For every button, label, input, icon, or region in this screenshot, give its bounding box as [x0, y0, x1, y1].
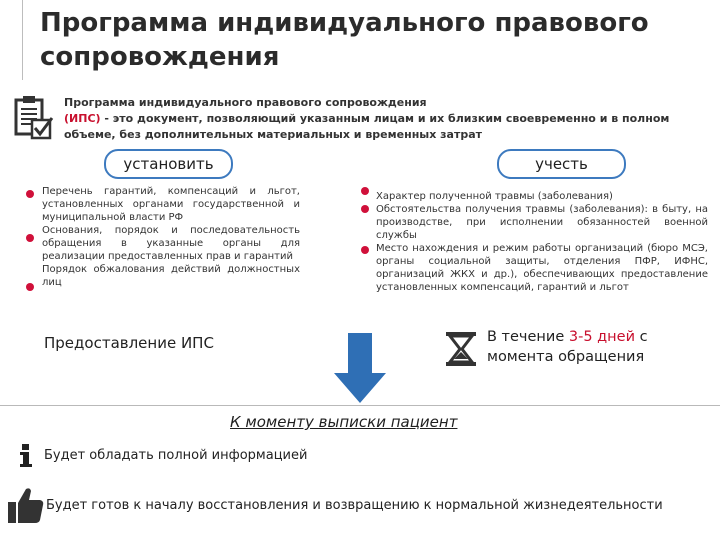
page-title: Программа индивидуального правового сопровождения	[40, 8, 649, 72]
outcome-heading: К моменту выписки пациент	[230, 413, 458, 431]
title-rule	[22, 0, 23, 80]
info-icon	[18, 444, 34, 468]
bullet-dot	[26, 234, 34, 242]
thumbs-up-icon	[6, 485, 44, 525]
left-item-list	[42, 185, 300, 289]
outcome-info-line: Будет обладать полной информацией	[44, 448, 308, 463]
timeline-text	[487, 327, 707, 367]
right-list-item: Место нахождения и режим работы организаций (бюро МСЭ, органы социальной защиты, отделения ПФР, ИФНС, организаций ЖКХ и др.), обеспечивающих предоставление установленных компенсаций, гарантий и льгот	[376, 243, 708, 293]
bullet-dot	[361, 187, 369, 195]
definition-abbr: (ИПС)	[64, 112, 101, 125]
establish-button-label: установить	[123, 155, 214, 173]
definition-rest: - это документ, позволяющий указанным лицам и их близким своевременно и в полном объеме, без дополнительных материальных и временных затрат	[64, 112, 670, 141]
bullet-dot	[26, 283, 34, 291]
bullet-dot	[361, 246, 369, 254]
definition-text	[64, 95, 714, 143]
left-list-item: Основания, порядок и последовательность обращения в указанные органы для реализации предоставленных прав и гарантий	[42, 225, 300, 262]
down-arrow-icon	[332, 333, 388, 405]
consider-button-label: учесть	[535, 155, 588, 173]
section-divider	[0, 405, 720, 406]
bullet-dot	[26, 190, 34, 198]
left-list-item: Порядок обжалования действий должностных лиц	[42, 264, 300, 288]
outcome-ready-line: Будет готов к началу восстановления и возвращению к нормальной жизнедеятельности	[46, 498, 663, 513]
checklist-icon	[14, 94, 54, 144]
right-item-list	[376, 190, 708, 294]
definition-body	[64, 111, 714, 143]
right-list-item: Обстоятельства получения травмы (заболевания): в быту, на производстве, при исполнении обязанностей военной службы	[376, 204, 708, 241]
timeline-before: В течение	[487, 329, 569, 345]
definition-line1: Программа индивидуального правового сопровождения	[64, 96, 427, 109]
left-list-item: Перечень гарантий, компенсаций и льгот, установленных органами государственной и муниципальной власти РФ	[42, 186, 300, 223]
right-list-item: Характер полученной травмы (заболевания)	[376, 191, 613, 202]
consider-button[interactable]	[497, 149, 626, 179]
bullet-dot	[361, 205, 369, 213]
timeline-after: с момента обращения	[487, 329, 648, 365]
provision-label: Предоставление ИПС	[44, 334, 214, 352]
timeline-days: 3-5 дней	[568, 329, 636, 345]
establish-button[interactable]	[104, 149, 233, 179]
hourglass-icon	[440, 330, 482, 368]
